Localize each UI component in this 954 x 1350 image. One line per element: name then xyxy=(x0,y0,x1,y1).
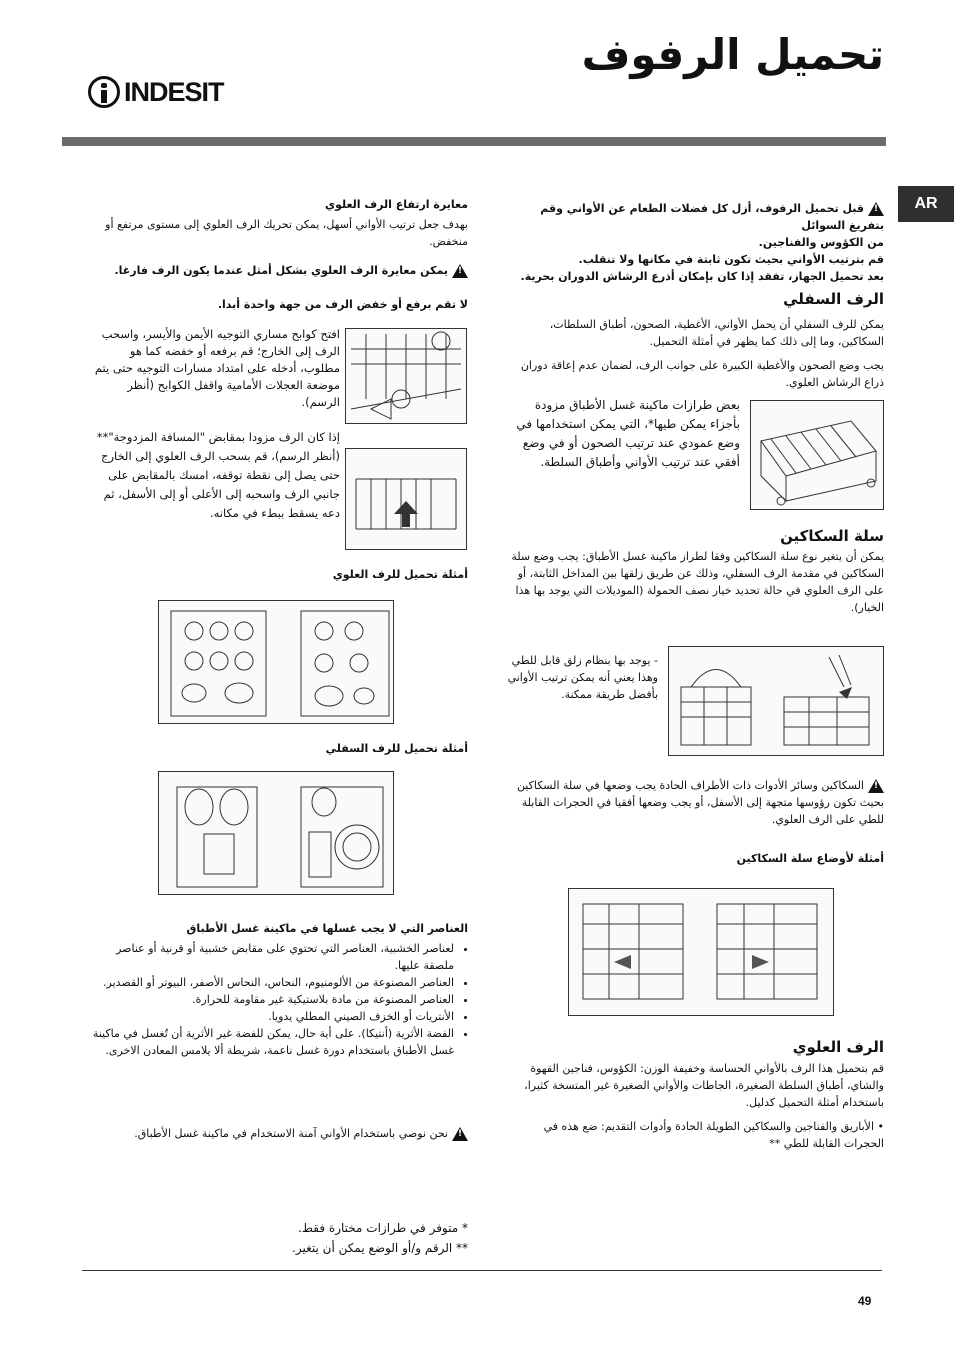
warning-icon xyxy=(452,264,468,278)
lower-rack-p3: بعض طرازات ماكينة غسل الأطباق مزودة بأجزاء يمكن طيها*، التي يمكن استخدامها في وضع عمودي عند ترتيب الصحون أو في وضع أفقي عند ترتيب الأواني وأطباق السلطة. xyxy=(516,398,740,469)
not-suitable-warning: !نحن نوصي باستخدام الأواني آمنة الاستخدام في ماكينة غسل الأطباق. xyxy=(88,1125,468,1142)
upper-rack-examples-illustration xyxy=(158,600,394,724)
adjust-p1: بهدف جعل ترتيب الأواني أسهل، يمكن تحريك الرف العلوي إلى مستوى مرتفع أو منخفض. xyxy=(105,218,468,248)
warning-icon xyxy=(868,779,884,793)
list-item: • الفضة الأثرية (أنتيكا). على أية حال، يمكن للفضة غير الأثرية أن تُغسل في ماكينة غسل الأطباق باستخدام دورة غسل ناعمة، شريطة ألا يلامس المعادن الاخرى. xyxy=(88,1025,454,1059)
footnote-2: ** الرقم و/أو الوضع يمكن أن يتغير. xyxy=(292,1241,468,1255)
lower-rack-examples-illustration xyxy=(158,771,394,895)
rail-illustration xyxy=(345,328,467,424)
cutlery-warning: !السكاكين وسائر الأدوات ذات الأطراف الحادة يجب وضعها في سلة السكاكين بحيث تكون رؤوسها متجهة إلى الأسفل، أو يجب وضعها أفقيا في الحجرات القابلة للطي على الرف العلوي. xyxy=(504,777,884,828)
brand-name: INDESIT xyxy=(124,76,224,107)
indesit-i-icon xyxy=(88,76,120,108)
upper-examples-caption: أمثلة تحميل للرف العلوي xyxy=(332,568,468,581)
page-title: تحميل الرفوف xyxy=(581,30,884,79)
cutlery-heading: سلة السكاكين xyxy=(780,527,884,545)
language-tab: AR xyxy=(898,186,954,222)
cutlery-positions-illustration xyxy=(568,888,834,1016)
intro-text: !قبل تحميل الرفوف، أزل كل فضلات الطعام عن الأواني وقم بتفريغ السوائل من الكؤوس والفناجين. قم بترتيب الأواني بحيث تكون ثابتة في مكانها ولا تنقلب. بعد تحميل الجهاز، تفقد إذا كان بإمكان أذرع الرشاش الدوران بحرية. xyxy=(504,200,884,285)
upper-rack-p2: • الأباريق والفناجين والسكاكين الطويلة الحادة وأدوات التقديم: ضع هذه في الحجرات القابلة للطي ** xyxy=(543,1120,884,1150)
list-item: • العناصر المصنوعة من مادة بلاستيكية غير مقاومة للحرارة. xyxy=(88,991,454,1008)
footnote-1: * متوفر في طرازات مختارة فقط. xyxy=(298,1221,468,1235)
cutlery-basket-illustration xyxy=(668,646,884,756)
lower-rack-p2: يجب وضع الصحون والأغطية الكبيرة على جوانب الرف، لضمان عدم إعاقة دوران ذراع الرشاش العلوي. xyxy=(520,359,884,389)
brand-logo xyxy=(88,76,224,108)
upper-rack-heading: الرف العلوي xyxy=(792,1038,884,1056)
adjust-bold-note: لا تقم برفع أو خفض الرف من جهة واحدة أبدا. xyxy=(217,298,468,311)
header-divider xyxy=(62,137,886,146)
cutlery-examples-caption: أمثلة لأوضاع سلة السكاكين xyxy=(736,852,884,865)
list-item: • العناصر المصنوعة من الألومنيوم، النحاس، النحاس الأصفر، البيوتر أو القصدير. xyxy=(88,974,454,991)
footnotes xyxy=(88,1218,468,1258)
cutlery-p1: يمكن أن يتغير نوع سلة السكاكين وفقا لطراز ماكينة غسل الأطباق: يجب وضع سلة السكاكين في مقدمة الرف السفلي، وذلك عن طريق زلقها بين المداخل الثابتة، أو على الرف العلوي في حالة تحديد خيار نصف الحمولة (الموديلات التي يوجد بها هذا الخيار). xyxy=(511,550,884,614)
adjust-p3: إذا كان الرف مزودا بمقابض "المسافة المزدوجة"** (أنظر الرسم)، قم بسحب الرف العلوي إلى الخارج حتى يصل إلى نقطة توقفه، امسك بالمقابض على جانبي الرف واسحبه إلى الأعلى أو إلى الأسفل، ثم دعه يسقط ببطء في مكانه. xyxy=(96,430,340,520)
page-number: 49 xyxy=(858,1294,872,1308)
adjust-heading: معايرة ارتفاع الرف العلوي xyxy=(325,198,468,211)
footer-divider xyxy=(82,1270,882,1271)
warning-icon xyxy=(452,1127,468,1141)
lower-examples-caption: أمثلة تحميل للرف السفلي xyxy=(325,742,468,755)
lower-rack-heading: الرف السفلي xyxy=(783,290,884,308)
warning-icon xyxy=(868,202,884,216)
lower-rack-p1: يمكن للرف السفلي أن يحمل الأواني، الأغطية، الصحون، أطباق السلطات، السكاكين، وما إلى ذلك كما يظهر في أمثلة التحميل. xyxy=(549,318,884,348)
cutlery-p2: - يوجد بها بنظام زلق قابل للطي وهذا يعني أنه يمكن ترتيب الأواني بأفضل طريقة ممكنة. xyxy=(507,654,658,701)
not-suitable-list xyxy=(88,940,468,1059)
not-suitable-heading: العناصر التي لا يجب غسلها في ماكينة غسل الأطباق xyxy=(186,922,468,935)
foldable-rack-illustration xyxy=(750,400,884,510)
adjust-p2: افتح كوابح مساري التوجيه الأيمن والأيسر، واسحب الرف إلى الخارج؛ قم برفعه أو خفضه كما هو مطلوب، أدخله على امتداد مسارات التوجيه حتى يتم موضعة العجلات الأمامية واقفل الكوابح (أنظر الرسم). xyxy=(94,327,340,409)
adjust-warning: !يمكن معايرة الرف العلوي بشكل أمثل عندما يكون الرف فارغا. xyxy=(88,262,468,279)
list-item: • الأنتريات أو الخزف الصيني المطلي يدويا. xyxy=(88,1008,454,1025)
upper-rack-p1: قم بتحميل هذا الرف بالأواني الحساسة وخفيفة الوزن: الكؤوس، فناجين القهوة والشاي، أطباق السلطة الصغيرة، الجاطات والأواني الصغيرة غير المتسخة كثيرا، باستخدام أمثلة التحميل كدليل. xyxy=(524,1062,884,1109)
list-item: • لعناصر الخشبية، العناصر التي تحتوي على مقابض خشبية أو قرنية أو عناصر ملصقة عليها. xyxy=(88,940,454,974)
handle-illustration xyxy=(345,448,467,550)
